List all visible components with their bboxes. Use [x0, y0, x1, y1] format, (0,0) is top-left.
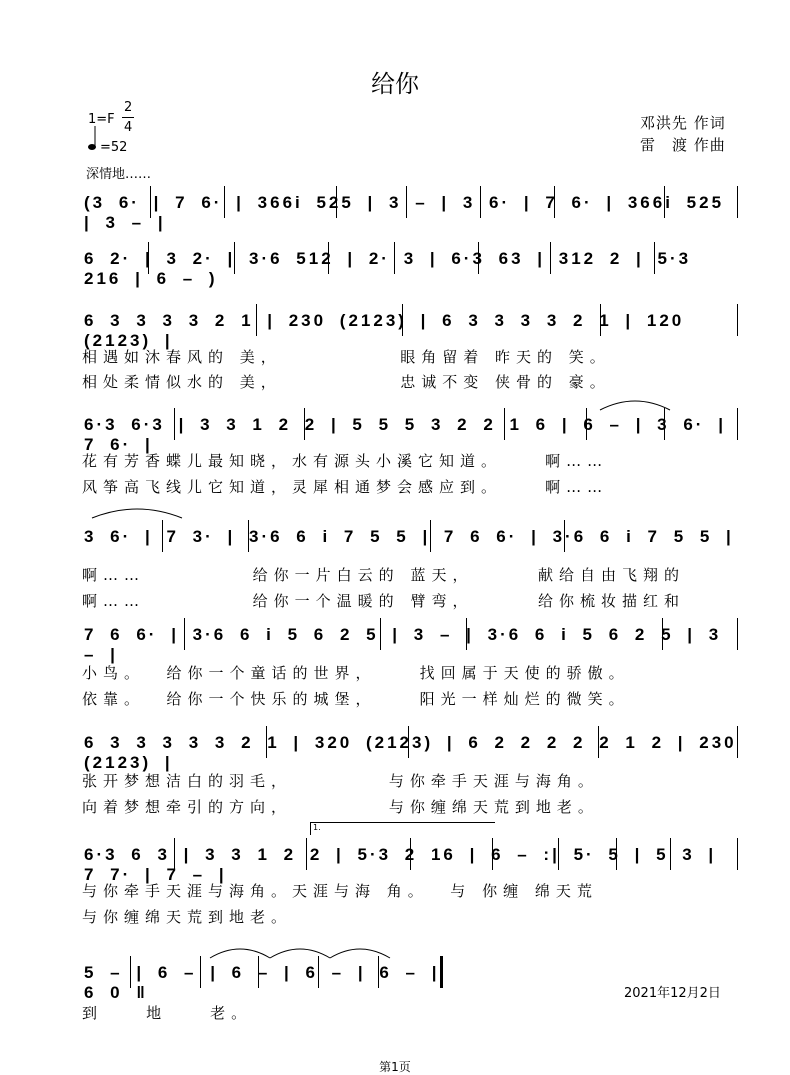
lyric-line: 与你牵手天涯与海角。天涯与海 角。 与 你缠 绵天荒 — [82, 882, 598, 900]
lyricist-credit: 邓洪先 作词 — [640, 114, 726, 132]
music-system-8 — [78, 834, 742, 884]
tempo-marking: =52 — [100, 140, 128, 155]
expression-marking: 深情地…… — [86, 167, 152, 182]
lyric-line: 张开梦想洁白的羽毛， 与你牵手天涯与海角。 — [82, 772, 599, 790]
notation-line: 6 2· | 3 2· | 3·6 512 | 2· 3 | 6·3 63 | 312 2 | 5·3 216 | 6 – ) — [84, 249, 692, 288]
music-system-1 — [78, 182, 742, 232]
lyric-line: 到 地 老。 — [82, 1004, 253, 1022]
first-ending-bracket: 1. — [310, 822, 495, 835]
slur-curve — [600, 392, 670, 412]
song-title: 给你 — [371, 70, 419, 98]
notation-line: (3 6· | 7 6· | 366i 525 | 3 – | 3 6· | 7 6· | 366i 525 | 3 – | — [84, 193, 725, 232]
lyric-line: 向着梦想牵引的方向， 与你缠绵天荒到地老。 — [82, 798, 599, 816]
notation-line: 3 6· | 7 3· | 3·6 6 i 7 5 5 | 7 6 6· | 3·6 6 i 7 5 5 | — [84, 527, 734, 546]
time-signature-denominator: 4 — [124, 120, 133, 135]
notation-line: 6 3 3 3 3 3 2 1 | 320 (2123) | 6 2 2 2 2 2 1 2 | 230 (2123) | — [84, 733, 737, 772]
music-system-5 — [78, 516, 742, 556]
time-signature-numerator: 2 — [124, 100, 133, 115]
lyric-line: 相处柔情似水的 美， 忠诚不变 侠骨的 豪。 — [82, 373, 611, 391]
slur-curve — [92, 500, 182, 520]
music-system-3 — [78, 300, 742, 350]
key-signature: 1=F — [88, 112, 115, 127]
music-system-7 — [78, 722, 742, 772]
lyric-line: 啊…… 给你一个温暖的 臂弯， 给你梳妆描红和 — [82, 592, 686, 610]
lyric-line: 依靠。 给你一个快乐的城堡， 阳光一样灿烂的微笑。 — [82, 690, 630, 708]
music-system-2 — [78, 238, 742, 288]
tie-curves — [210, 940, 440, 960]
lyric-line: 花有芳香蝶儿最知晓，水有源头小溪它知道。 啊…… — [82, 452, 609, 470]
notation-line: 6 3 3 3 3 2 1 | 230 (2123) | 6 3 3 3 3 2 1 | 120 (2123) | — [84, 311, 685, 350]
notation-line: 6·3 6·3 | 3 3 1 2 2 | 5 5 5 3 2 2 1 6 | 6 – | 3 6· | 7 6· | — [84, 415, 726, 454]
time-signature-line — [122, 117, 134, 118]
quarter-note-icon — [88, 126, 96, 151]
notation-line: 6·3 6 3 | 3 3 1 2 2 | 5·3 2 16 | 6 – :| 5· 5 | 5 3 | 7 7· | 7 – | — [84, 845, 717, 884]
lyric-line: 啊…… 给你一片白云的 蓝天， 献给自由飞翔的 — [82, 566, 686, 584]
lyric-line: 与你缠绵天荒到地老。 — [82, 908, 293, 926]
lyric-line: 风筝高飞线儿它知道，灵犀相通梦会感应到。 啊…… — [82, 478, 609, 496]
composer-credit: 雷 渡 作曲 — [640, 136, 726, 154]
notation-line: 7 6 6· | 3·6 6 i 5 6 2 5 | 3 – | 3·6 6 i 5 6 2 5 | 3 – | — [84, 625, 722, 664]
notation-line: 5 – | 6 – | 6 – | 6 – | 6 – | 6 0 ‖ — [84, 963, 440, 1002]
music-system-6 — [78, 614, 742, 664]
composition-date: 2021年12月2日 — [624, 986, 721, 1001]
lyric-line: 小鸟。 给你一个童话的世界， 找回属于天使的骄傲。 — [82, 664, 630, 682]
lyric-line: 相遇如沐春风的 美， 眼角留着 昨天的 笑。 — [82, 348, 611, 366]
page-footer: 第1页 — [379, 1060, 411, 1074]
